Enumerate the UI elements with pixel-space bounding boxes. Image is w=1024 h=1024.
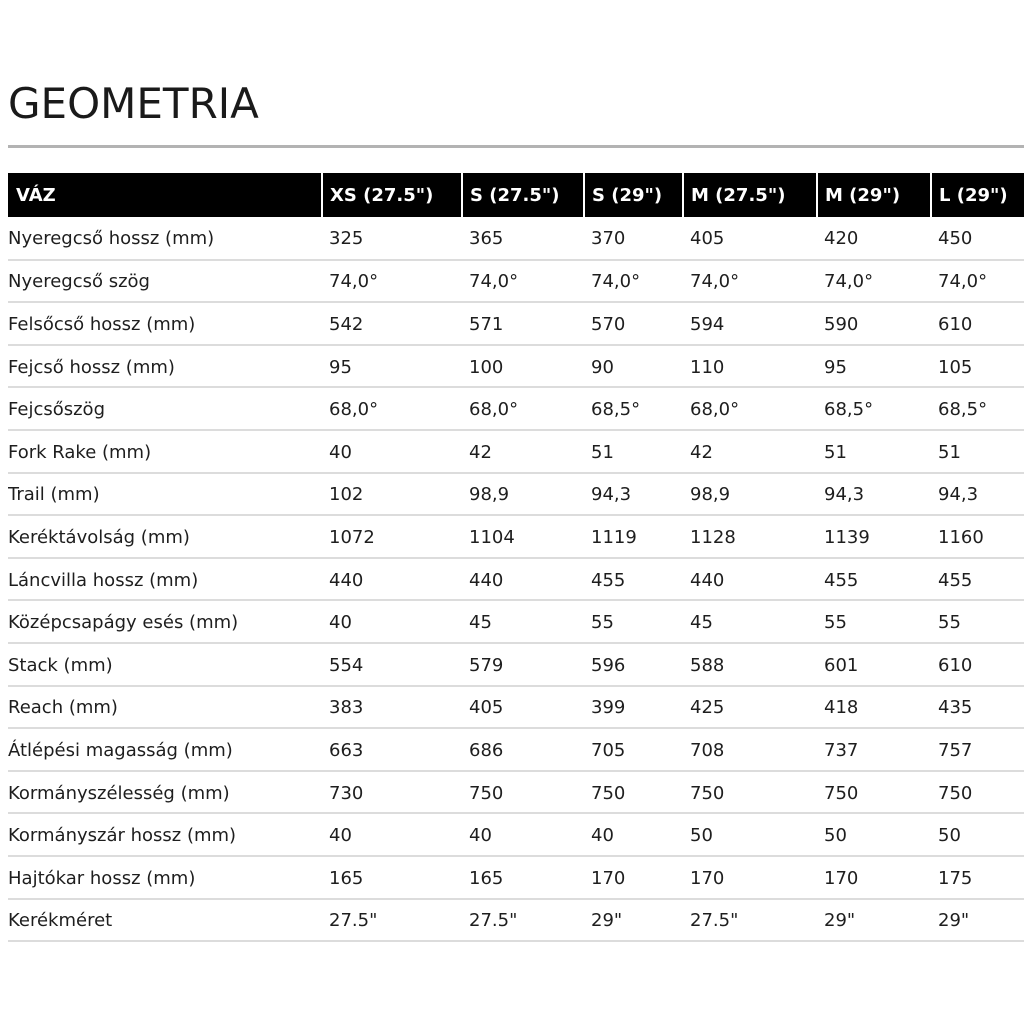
table-cell: 601 (824, 654, 859, 676)
table-cell: 610 (938, 654, 973, 676)
table-row (8, 387, 1024, 430)
table-row (8, 430, 1024, 473)
table-cell: 100 (469, 356, 504, 378)
table-cell: 450 (938, 228, 973, 250)
table-cell: 594 (690, 313, 725, 335)
table-cell: 68,5° (591, 399, 641, 421)
table-row (8, 217, 1024, 260)
table-cell: 750 (690, 782, 725, 804)
table-cell: 435 (938, 697, 973, 719)
table-cell: 170 (591, 867, 626, 889)
table-cell: 750 (591, 782, 626, 804)
table-cell: 40 (329, 612, 352, 634)
row-label: Fork Rake (mm) (8, 441, 152, 463)
table-cell: 750 (824, 782, 859, 804)
table-cell: 554 (329, 654, 364, 676)
table-cell: 102 (329, 484, 364, 506)
table-cell: 440 (469, 569, 504, 591)
table-cell: 94,3 (591, 484, 632, 506)
table-cell: 51 (591, 441, 614, 463)
header-row (8, 173, 1024, 217)
table-cell: 455 (938, 569, 973, 591)
table-body (8, 217, 1024, 941)
table-cell: 750 (469, 782, 504, 804)
table-cell: 663 (329, 739, 364, 761)
table-row (8, 302, 1024, 345)
table-cell: 596 (591, 654, 626, 676)
page-title: GEOMETRIA (8, 79, 259, 128)
table-cell: 27.5" (690, 910, 739, 932)
table-cell: 757 (938, 739, 973, 761)
table-cell: 542 (329, 313, 364, 335)
table-row (8, 558, 1024, 601)
table-cell: 29" (591, 910, 623, 932)
table-cell: 325 (329, 228, 364, 250)
title-divider (8, 145, 1024, 148)
table-cell: 405 (690, 228, 725, 250)
table-cell: 40 (329, 441, 352, 463)
table-cell: 570 (591, 313, 626, 335)
row-label: Fejcső hossz (mm) (8, 356, 175, 378)
table-cell: 750 (938, 782, 973, 804)
table-cell: 165 (469, 867, 504, 889)
table-row (8, 856, 1024, 899)
table-cell: 55 (824, 612, 847, 634)
row-label: Középcsapágy esés (mm) (8, 612, 239, 634)
row-label: Átlépési magasság (mm) (8, 739, 233, 761)
row-label: Kormányszár hossz (mm) (8, 825, 237, 847)
table-cell: 90 (591, 356, 614, 378)
table-cell: 737 (824, 739, 859, 761)
table-cell: 420 (824, 228, 859, 250)
table-cell: 68,0° (469, 399, 519, 421)
table-row (8, 260, 1024, 303)
table-cell: 42 (690, 441, 713, 463)
table-cell: 588 (690, 654, 725, 676)
table-cell: 440 (329, 569, 364, 591)
row-label: Trail (mm) (8, 484, 100, 506)
row-label: Stack (mm) (8, 654, 113, 676)
table-cell: 74,0° (591, 271, 641, 293)
table-row (8, 771, 1024, 814)
table-cell: 45 (690, 612, 713, 634)
table-cell: 418 (824, 697, 859, 719)
table-cell: 74,0° (690, 271, 740, 293)
table-cell: 74,0° (469, 271, 519, 293)
row-label: Láncvilla hossz (mm) (8, 569, 199, 591)
table-cell: 170 (690, 867, 725, 889)
table-cell: 68,0° (690, 399, 740, 421)
table-cell: 686 (469, 739, 504, 761)
table-cell: 68,5° (824, 399, 874, 421)
table-cell: 40 (591, 825, 614, 847)
row-label: Kormányszélesség (mm) (8, 782, 230, 804)
column-header-frame: VÁZ (8, 173, 322, 217)
row-label: Felsőcső hossz (mm) (8, 313, 196, 335)
table-cell: 94,3 (938, 484, 979, 506)
table-cell: 40 (469, 825, 492, 847)
table-cell: 1119 (591, 526, 637, 548)
table-cell: 55 (938, 612, 961, 634)
table-header (8, 173, 1024, 217)
table-cell: 455 (824, 569, 859, 591)
table-cell: 110 (690, 356, 725, 378)
table-cell: 51 (824, 441, 847, 463)
table-cell: 1160 (938, 526, 984, 548)
table-cell: 68,5° (938, 399, 988, 421)
row-label: Reach (mm) (8, 697, 118, 719)
table-cell: 1104 (469, 526, 515, 548)
table-cell: 50 (938, 825, 961, 847)
table-cell: 51 (938, 441, 961, 463)
table-cell: 74,0° (938, 271, 988, 293)
table-cell: 1072 (329, 526, 375, 548)
table-cell: 105 (938, 356, 973, 378)
table-cell: 74,0° (824, 271, 874, 293)
table-cell: 425 (690, 697, 725, 719)
table-cell: 175 (938, 867, 973, 889)
table-cell: 98,9 (690, 484, 731, 506)
row-label: Fejcsőszög (8, 399, 105, 421)
table-cell: 29" (824, 910, 856, 932)
table-cell: 1139 (824, 526, 870, 548)
table-cell: 165 (329, 867, 364, 889)
column-header-size: XS (27.5") (322, 173, 462, 217)
table-row (8, 643, 1024, 686)
table-cell: 45 (469, 612, 492, 634)
table-cell: 399 (591, 697, 626, 719)
column-header-size: M (27.5") (683, 173, 817, 217)
table-cell: 383 (329, 697, 364, 719)
table-cell: 571 (469, 313, 504, 335)
table-cell: 95 (329, 356, 352, 378)
table-cell: 705 (591, 739, 626, 761)
table-cell: 708 (690, 739, 725, 761)
table-cell: 94,3 (824, 484, 865, 506)
table-cell: 50 (824, 825, 847, 847)
table-row (8, 600, 1024, 643)
table-cell: 27.5" (469, 910, 518, 932)
table-row (8, 728, 1024, 771)
column-header-size: S (27.5") (462, 173, 584, 217)
table-row (8, 345, 1024, 388)
table-cell: 27.5" (329, 910, 378, 932)
table-cell: 98,9 (469, 484, 510, 506)
table-cell: 590 (824, 313, 859, 335)
table-cell: 50 (690, 825, 713, 847)
column-header-size: L (29") (939, 184, 1008, 206)
table-cell: 455 (591, 569, 626, 591)
table-row (8, 473, 1024, 516)
table-cell: 440 (690, 569, 725, 591)
row-label: Nyeregcső hossz (mm) (8, 228, 215, 250)
column-header-size: M (29") (817, 173, 931, 217)
table-cell: 170 (824, 867, 859, 889)
column-header-size: S (29") (584, 173, 683, 217)
row-label: Keréktávolság (mm) (8, 526, 190, 548)
table-cell: 610 (938, 313, 973, 335)
table-cell: 29" (938, 910, 970, 932)
table-cell: 55 (591, 612, 614, 634)
table-cell: 579 (469, 654, 504, 676)
table-cell: 40 (329, 825, 352, 847)
table-row (8, 515, 1024, 558)
geometry-table (8, 173, 1024, 942)
row-label: Nyeregcső szög (8, 271, 150, 293)
table-cell: 405 (469, 697, 504, 719)
row-label: Kerékméret (8, 910, 113, 932)
table-cell: 370 (591, 228, 626, 250)
table-cell: 1128 (690, 526, 736, 548)
row-label: Hajtókar hossz (mm) (8, 867, 196, 889)
table-cell: 74,0° (329, 271, 379, 293)
table-row (8, 899, 1024, 942)
table-cell: 730 (329, 782, 364, 804)
table-cell: 68,0° (329, 399, 379, 421)
table-cell: 95 (824, 356, 847, 378)
table-row (8, 686, 1024, 729)
table-row (8, 813, 1024, 856)
table-cell: 42 (469, 441, 492, 463)
table-cell: 365 (469, 228, 504, 250)
